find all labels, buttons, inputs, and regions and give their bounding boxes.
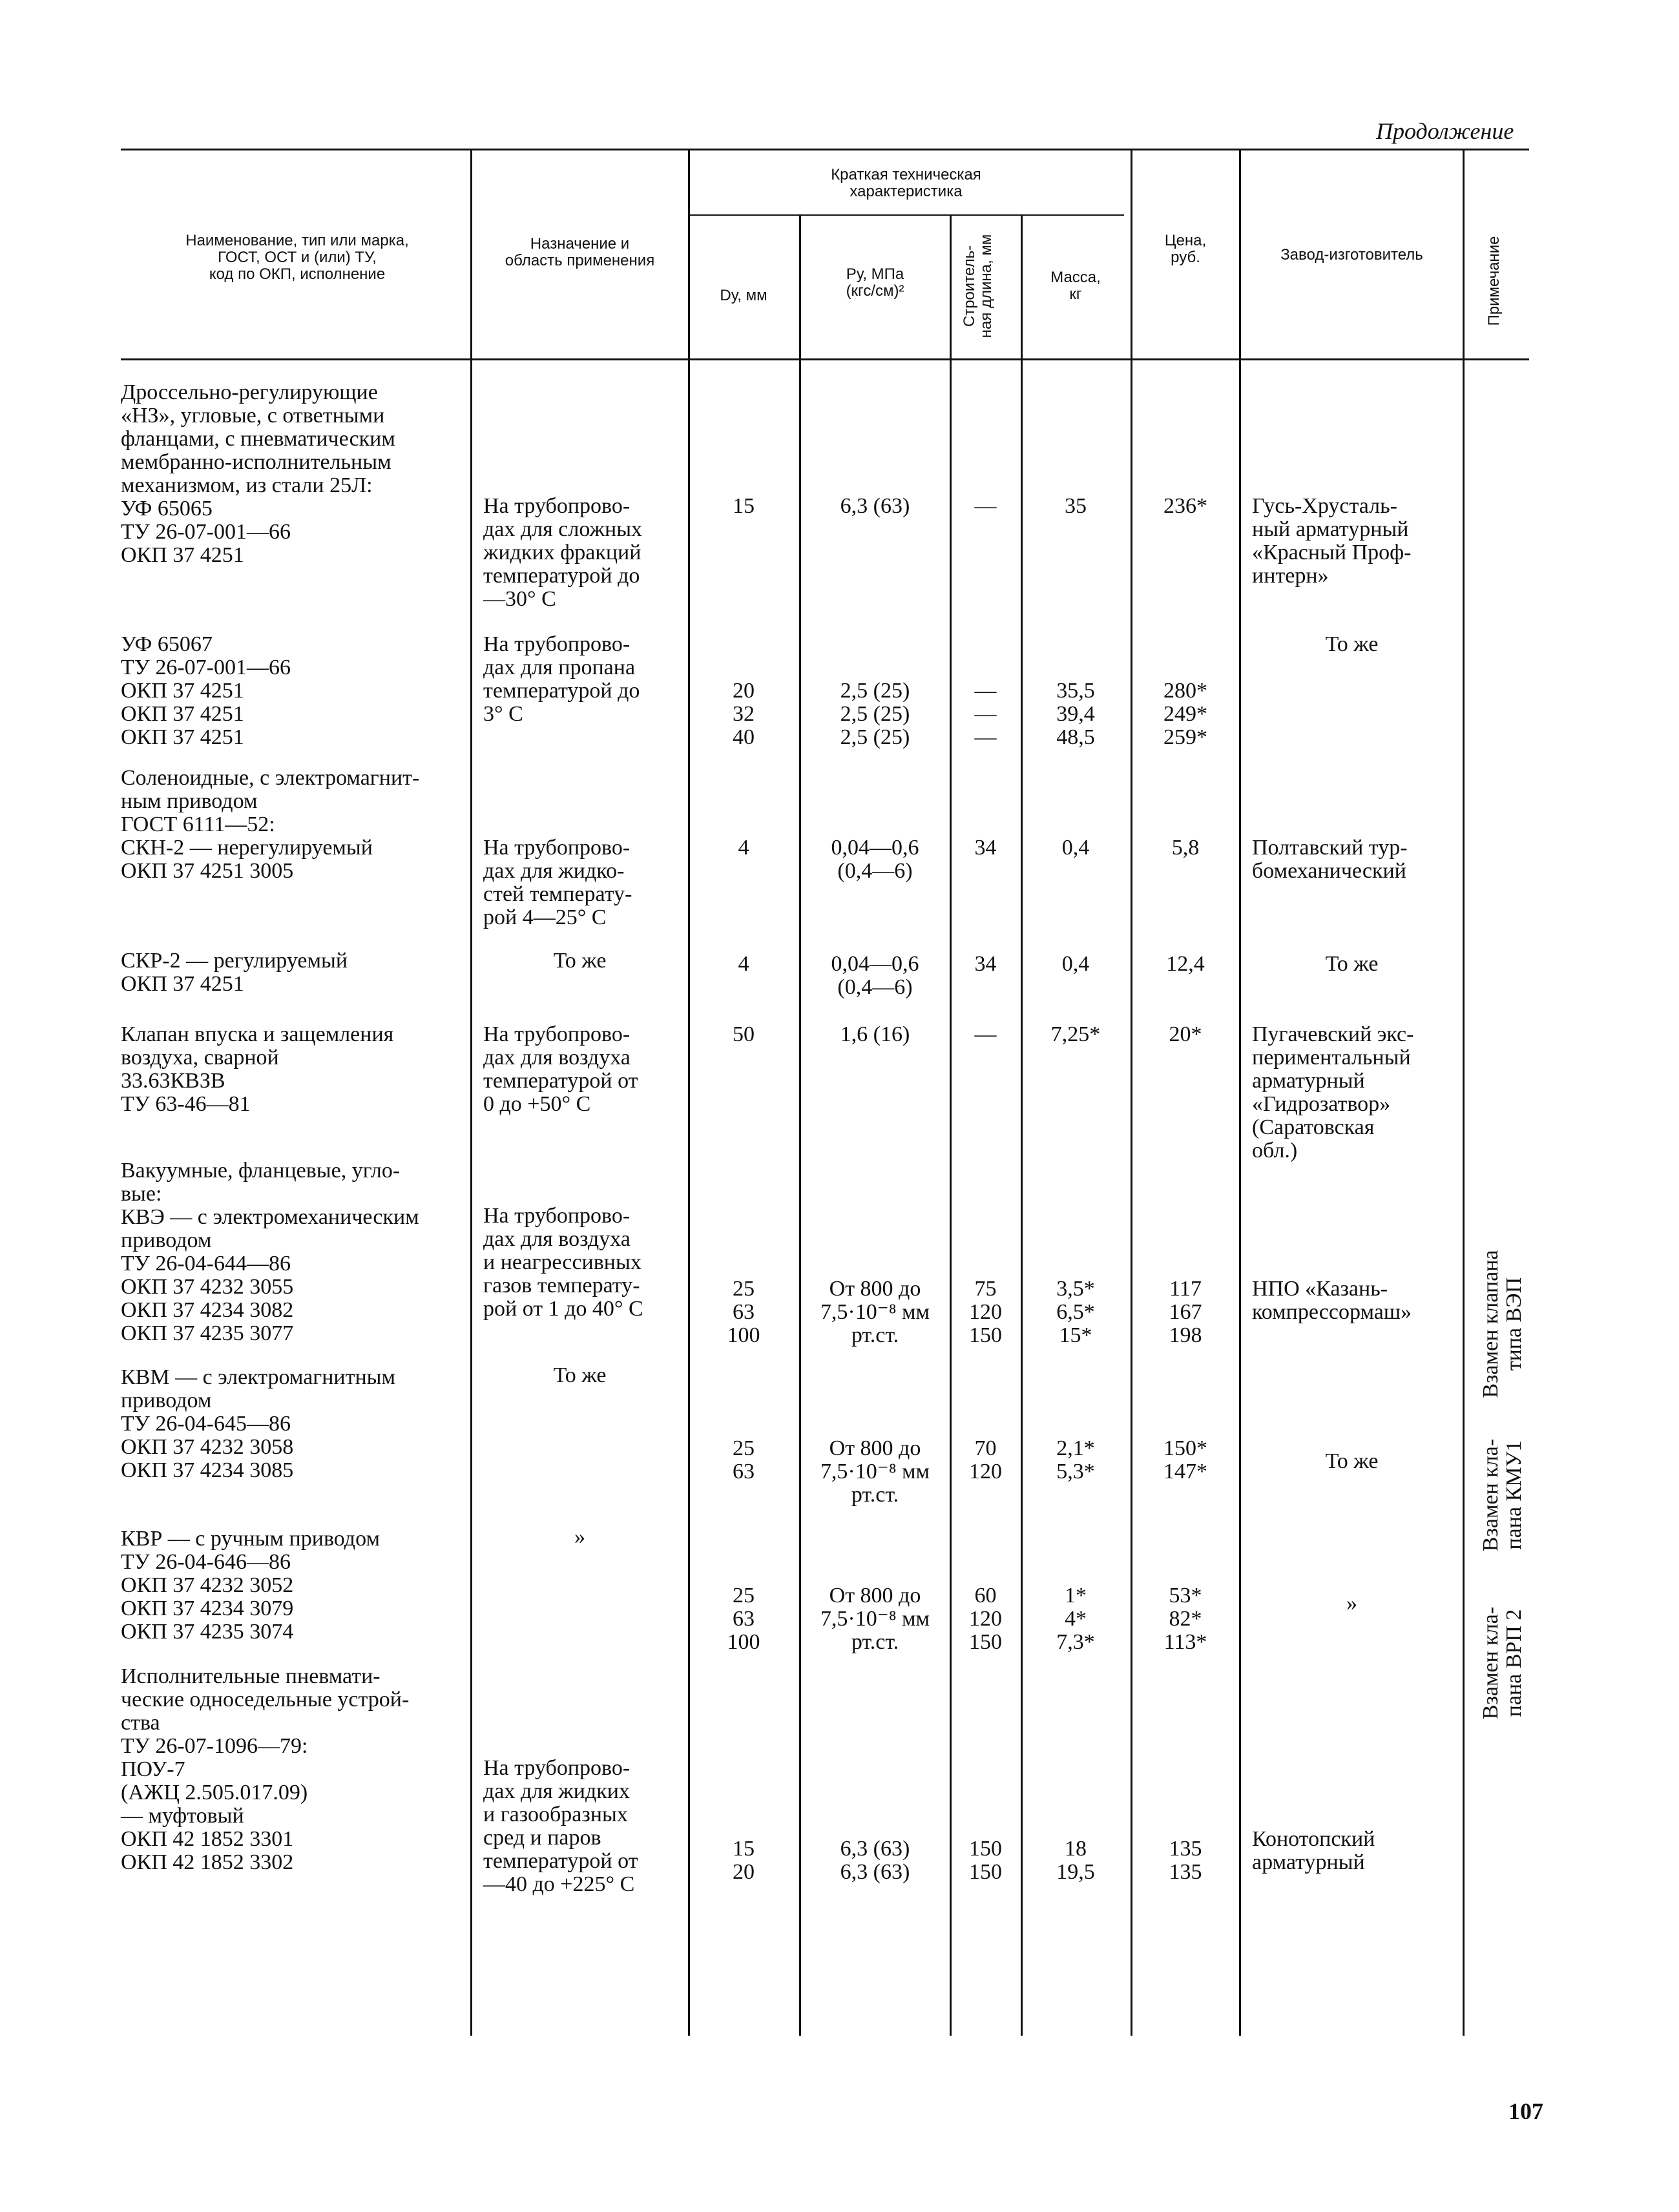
header-py: Pу, МПа (кгс/см)² <box>846 265 904 300</box>
row8-mass: 1* 4* 7,3* <box>1056 1584 1095 1654</box>
row6-mass: 3,5* 6,5* 15* <box>1056 1277 1095 1347</box>
row1-price: 236* <box>1163 494 1207 518</box>
row4-purpose: То же <box>553 949 607 973</box>
header-purpose: Назначение и область применения <box>505 235 655 269</box>
row4-length: 34 <box>974 952 997 976</box>
col-divider <box>1463 150 1465 2036</box>
row9-length: 150 150 <box>969 1837 1002 1884</box>
col-divider <box>1131 150 1132 2036</box>
row7-price: 150* 147* <box>1163 1436 1207 1483</box>
col-divider <box>1021 216 1023 2036</box>
row1-length: — <box>974 494 997 518</box>
row6-price: 117 167 198 <box>1169 1277 1202 1347</box>
row7-length: 70 120 <box>969 1436 1002 1483</box>
row1-py: 6,3 (63) <box>840 494 910 518</box>
row8-note: Взамен кла- пана ВРП 2 <box>1479 1606 1526 1720</box>
row5-dy: 50 <box>733 1022 755 1046</box>
row2-length: — — — <box>974 679 997 749</box>
row3-maker: Полтавский тур- бомеханический <box>1252 836 1408 883</box>
row5-mass: 7,25* <box>1050 1022 1101 1046</box>
row2-price: 280* 249* 259* <box>1163 679 1207 749</box>
row8-dy: 25 63 100 <box>727 1584 760 1654</box>
header-maker: Завод-изготовитель <box>1280 246 1423 264</box>
row3-name: Соленоидные, с электромагнит- ным приводом ГОСТ 6111—52: СКН-2 — нерегулируемый ОКП 37 4251 3005 <box>121 766 420 883</box>
row6-name: Вакуумные, фланцевые, угло- вые: КВЭ — с электромеханическим приводом ТУ 26-04-644—86 ОКП 37 4232 3055 ОКП 37 4234 3082 ОКП 37 4235 3077 <box>121 1159 419 1345</box>
header-price: Цена, руб. <box>1164 232 1207 266</box>
continuation-label: Продолжение <box>1376 118 1514 144</box>
row7-name: КВМ — с электромагнитным приводом ТУ 26-04-645—86 ОКП 37 4232 3058 ОКП 37 4234 3085 <box>121 1365 396 1482</box>
row7-purpose: То же <box>553 1363 607 1387</box>
row2-purpose: На трубопрово- дах для пропана температурой до 3° С <box>483 632 640 726</box>
row6-note: Взамен клапана типа ВЭП <box>1479 1250 1526 1398</box>
row7-mass: 2,1* 5,3* <box>1056 1436 1095 1483</box>
row5-length: — <box>974 1022 997 1046</box>
header-dy: Dу, мм <box>720 287 767 304</box>
header-note: Примечание <box>1485 236 1503 326</box>
row8-py: От 800 до 7,5·10⁻⁸ мм рт.ст. <box>820 1584 930 1654</box>
row9-price: 135 135 <box>1169 1837 1202 1884</box>
col-divider <box>688 150 690 2036</box>
row4-price: 12,4 <box>1166 952 1205 976</box>
row1-maker: Гусь-Хрусталь- ный арматурный «Красный Проф- интерн» <box>1252 494 1412 588</box>
row5-price: 20* <box>1169 1022 1202 1046</box>
row4-mass: 0,4 <box>1061 952 1090 976</box>
row1-dy: 15 <box>733 494 755 518</box>
row7-py: От 800 до 7,5·10⁻⁸ мм рт.ст. <box>820 1436 930 1507</box>
row6-py: От 800 до 7,5·10⁻⁸ мм рт.ст. <box>820 1277 930 1347</box>
row5-name: Клапан впуска и защемления воздуха, сварной 33.63КВЗВ ТУ 63-46—81 <box>121 1022 394 1116</box>
row1-name: Дроссельно-регулирующие «НЗ», угловые, с ответными фланцами, с пневматическим мембранно-исполнительным механизмом, из стали 25Л: УФ 65065 ТУ 26-07-001—66 ОКП 37 4251 <box>121 380 395 567</box>
row4-maker: То же <box>1325 952 1379 976</box>
header-name: Наименование, тип или марка, ГОСТ, ОСТ и (или) ТУ, код по ОКП, исполнение <box>185 232 409 283</box>
table-top-rule <box>121 149 1529 150</box>
row3-mass: 0,4 <box>1061 836 1090 860</box>
row8-maker: » <box>1346 1591 1357 1615</box>
row6-maker: НПО «Казань- компрессормаш» <box>1252 1277 1412 1324</box>
col-divider <box>1239 150 1241 2036</box>
row4-dy: 4 <box>738 952 749 976</box>
row9-dy: 15 20 <box>733 1837 755 1884</box>
row2-py: 2,5 (25) 2,5 (25) 2,5 (25) <box>840 679 910 749</box>
row9-purpose: На трубопрово- дах для жидких и газообразных сред и паров температурой от —40 до +225° С <box>483 1756 638 1896</box>
header-mass: Масса, кг <box>1050 269 1101 303</box>
row7-note: Взамен кла- пана КМУ1 <box>1479 1438 1526 1552</box>
row5-py: 1,6 (16) <box>840 1022 910 1046</box>
col-divider <box>799 216 801 2036</box>
row9-mass: 18 19,5 <box>1056 1837 1095 1884</box>
row9-maker: Конотопский арматурный <box>1252 1827 1375 1874</box>
row2-mass: 35,5 39,4 48,5 <box>1056 679 1095 749</box>
row8-price: 53* 82* 113* <box>1163 1584 1207 1654</box>
tech-group-rule <box>688 214 1124 216</box>
row3-purpose: На трубопрово- дах для жидко- стей температу- рой 4—25° С <box>483 836 632 929</box>
row4-py: 0,04—0,6 (0,4—6) <box>831 952 919 999</box>
row3-length: 34 <box>974 836 997 860</box>
col-divider <box>470 150 472 2036</box>
row7-dy: 25 63 <box>733 1436 755 1483</box>
row9-py: 6,3 (63) 6,3 (63) <box>840 1837 910 1884</box>
row8-length: 60 120 150 <box>969 1584 1002 1654</box>
row2-maker: То же <box>1325 632 1379 656</box>
row2-dy: 20 32 40 <box>733 679 755 749</box>
row8-purpose: » <box>574 1525 585 1549</box>
header-length: Строитель- ная длина, мм <box>961 234 995 338</box>
row6-dy: 25 63 100 <box>727 1277 760 1347</box>
col-divider <box>950 216 952 2036</box>
row5-maker: Пугачевский экс- периментальный арматурный «Гидрозатвор» (Саратовская обл.) <box>1252 1022 1414 1163</box>
row6-purpose: На трубопрово- дах для воздуха и неагрессивных газов температу- рой от 1 до 40° С <box>483 1204 643 1321</box>
row6-length: 75 120 150 <box>969 1277 1002 1347</box>
header-bottom-rule <box>121 358 1529 360</box>
row3-dy: 4 <box>738 836 749 860</box>
row4-name: СКР-2 — регулируемый ОКП 37 4251 <box>121 949 348 996</box>
row3-py: 0,04—0,6 (0,4—6) <box>831 836 919 883</box>
row2-name: УФ 65067 ТУ 26-07-001—66 ОКП 37 4251 ОКП 37 4251 ОКП 37 4251 <box>121 632 291 749</box>
header-tech-group: Краткая техническая характеристика <box>831 166 981 200</box>
row1-purpose: На трубопрово- дах для сложных жидких фракций температурой до —30° С <box>483 494 643 611</box>
row8-name: КВР — с ручным приводом ТУ 26-04-646—86 ОКП 37 4232 3052 ОКП 37 4234 3079 ОКП 37 4235 3074 <box>121 1527 380 1644</box>
row1-mass: 35 <box>1065 494 1087 518</box>
row3-price: 5,8 <box>1171 836 1200 860</box>
row5-purpose: На трубопрово- дах для воздуха температурой от 0 до +50° С <box>483 1022 638 1116</box>
row7-maker: То же <box>1325 1449 1379 1473</box>
row9-name: Исполнительные пневмати- ческие односедельные устрой- ства ТУ 26-07-1096—79: ПОУ-7 (АЖЦ 2.505.017.09) — муфтовый ОКП 42 1852 3301 ОКП 42 1852 3302 <box>121 1664 410 1874</box>
page-number: 107 <box>1508 2098 1543 2124</box>
